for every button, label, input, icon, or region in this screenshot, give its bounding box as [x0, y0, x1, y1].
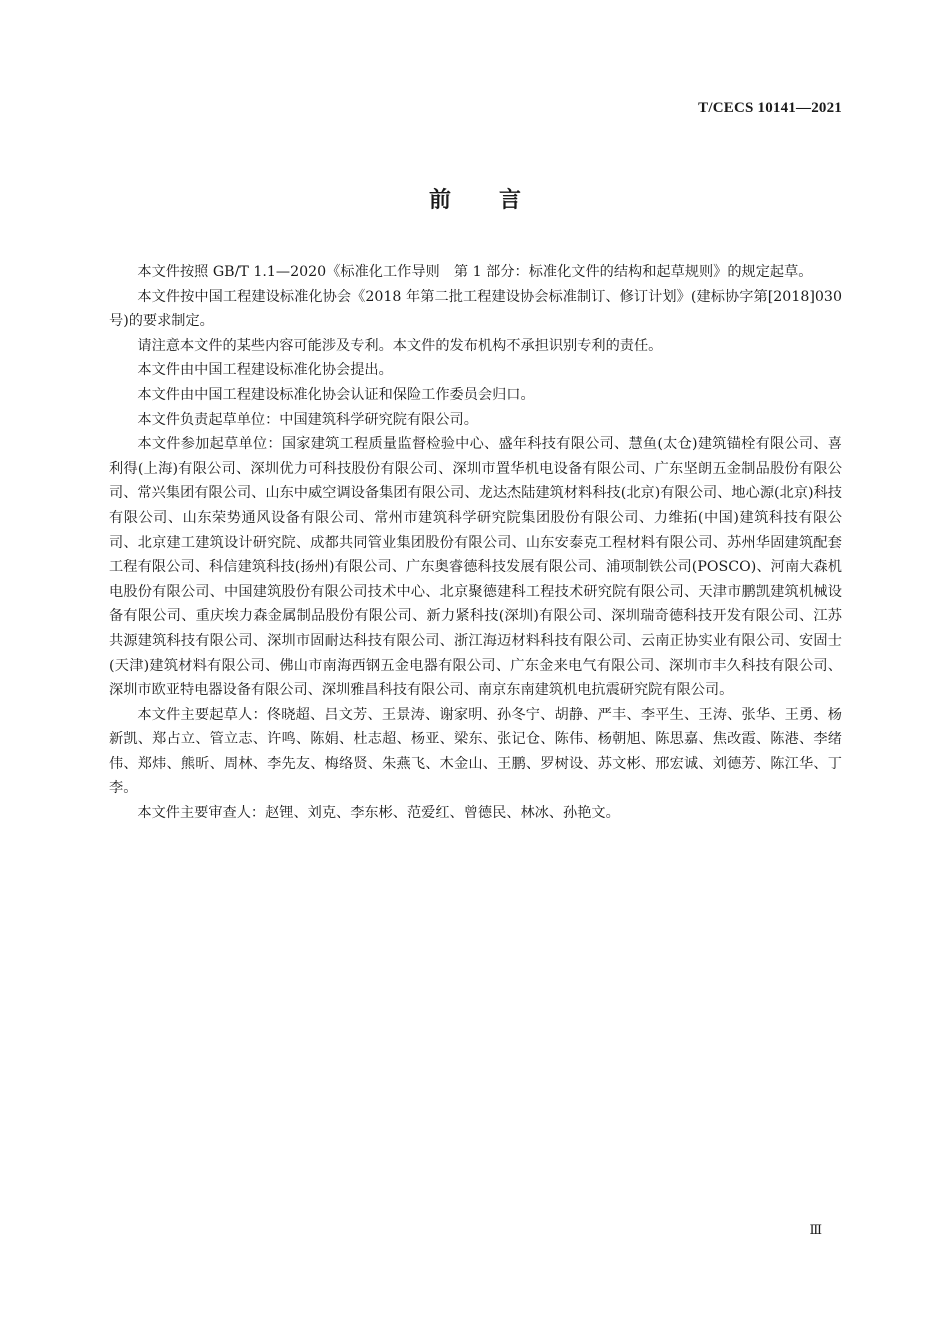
paragraph-lead-drafter: 本文件负责起草单位：中国建筑科学研究院有限公司。	[137, 411, 478, 428]
page-title: 前言	[428, 188, 569, 213]
paragraph-main-drafters: 本文件主要起草人：佟晓超、吕文芳、王景涛、谢家明、孙冬宁、胡静、严丰、李平生、王涛、张华、王勇、杨新凯、郑占立、管立志、许鸣、陈娟、杜志超、杨亚、梁东、张记仓、陈伟、杨朝旭、陈思嘉、焦改霞、陈港、李绪伟、郑炜、熊昕、周林、李先友、梅络贤、朱燕飞、木金山、王鹏、罗树设、苏文彬、邢宏诚、刘德芳、陈江华、丁李。	[109, 706, 842, 797]
paragraph-plan-basis: 本文件按中国工程建设标准化协会《2018 年第二批工程建设协会标准制订、修订计划》(建标协字第[2018]030 号)的要求制定。	[109, 288, 842, 330]
paragraph-drafting-rules: 本文件按照 GB/T 1.1—2020《标准化工作导则 第 1 部分：标准化文件的结构和起草规则》的规定起草。	[137, 264, 813, 280]
paragraph-administered-by: 本文件由中国工程建设标准化协会认证和保险工作委员会归口。	[137, 386, 535, 403]
paragraph-patent-notice: 请注意本文件的某些内容可能涉及专利。本文件的发布机构不承担识别专利的责任。	[137, 337, 663, 354]
paragraph-main-reviewers: 本文件主要审查人：赵锂、刘克、李东彬、范爱红、曾德民、林冰、孙艳文。	[137, 805, 620, 822]
paragraph-proposed-by: 本文件由中国工程建设标准化协会提出。	[137, 362, 393, 379]
paragraph-participating-units: 本文件参加起草单位：国家建筑工程质量监督检验中心、盛年科技有限公司、慧鱼(太仓)建筑锚栓有限公司、喜利得(上海)有限公司、深圳优力可科技股份有限公司、深圳市置华机电设备有限公司、广东坚朗五金制品股份有限公司、常兴集团有限公司、山东中威空调设备集团有限公司、龙达杰陆建筑材料科技(北京)有限公司、地心源(北京)科技有限公司、山东荣势通风设备有限公司、常州市建筑科学研究院集团股份有限公司、力维拓(中国)建筑科技有限公司、北京建工建筑设计研究院、成都共同管业集团股份有限公司、山东安泰克工程材料有限公司、苏州华固建筑配套工程有限公司、科信建筑科技(扬州)有限公司、广东奥睿德科技发展有限公司、浦项制铁公司(POSCO)、河南大森机电股份有限公司、中国建筑股份有限公司技术中心、北京聚德建科工程技术研究院有限公司、天津市鹏凯建筑机械设备有限公司、重庆埃力森金属制品股份有限公司、新力紧科技(深圳)有限公司、深圳瑞奇德科技开发有限公司、江苏共源建筑科技有限公司、深圳市固耐达科技有限公司、浙江海迈材料科技有限公司、云南正协实业有限公司、安固士(天津)建筑材料有限公司、佛山市南海西钢五金电器有限公司、广东金来电气有限公司、深圳市丰久科技有限公司、深圳市欧亚特电器设备有限公司、深圳雅昌科技有限公司、南京东南建筑机电抗震研究院有限公司。	[109, 436, 842, 699]
foreword-body	[109, 260, 842, 826]
page-number: Ⅲ	[809, 1222, 822, 1237]
document-id: T/CECS 10141—2021	[698, 100, 842, 116]
